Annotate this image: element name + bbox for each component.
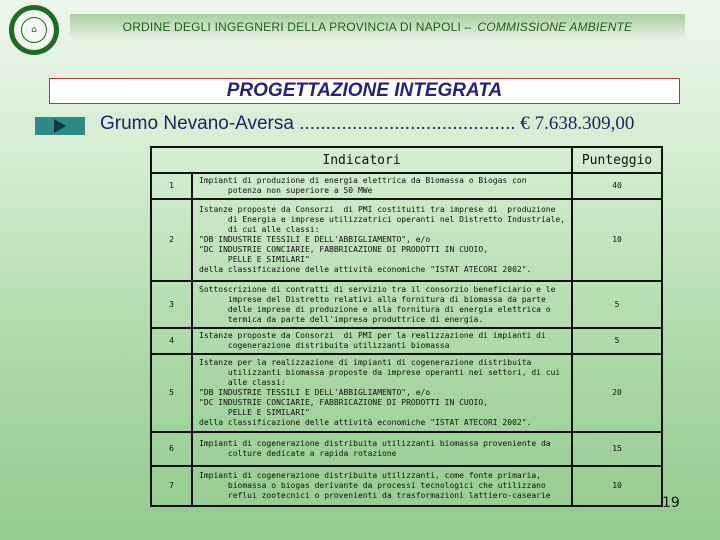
row-number: 2 (151, 199, 192, 281)
project-dots: ......................................... (299, 113, 516, 134)
commission-name: COMMISSIONE AMBIENTE (477, 20, 633, 34)
row-number: 7 (151, 466, 192, 506)
indicator-description (192, 354, 572, 432)
project-line (100, 113, 634, 135)
score-value: 5 (572, 328, 662, 354)
description-line: potenza non superiore a 50 MWe (199, 186, 373, 195)
description-line: Impianti di produzione di energia elettrica da Biomassa o Biogas con (199, 176, 527, 185)
score-value: 15 (572, 432, 662, 466)
description-line: "DC INDUSTRIE CONCIARIE, FABBRICAZIONE DI PRODOTTI IN CUOIO, (199, 398, 488, 407)
indicator-description (192, 328, 572, 354)
description-line: alle classi: (199, 378, 286, 387)
indicators-header: Indicatori (151, 147, 572, 173)
row-number: 1 (151, 173, 192, 199)
description-line: Impianti di cogenerazione distribuita utilizzanti, come fonte primaria, (199, 471, 541, 480)
indicator-description (192, 173, 572, 199)
description-line: termica da parte dell'impresa produttrice di energia. (199, 314, 484, 324)
description-line: "DB INDUSTRIE TESSILI E DELL'ABBIGLIAMENTO", e/o (199, 388, 431, 397)
indicator-description (192, 466, 572, 506)
score-value: 5 (572, 281, 662, 328)
table-row (151, 199, 662, 281)
description-line: Istanze proposte da Consorzi di PMI costituiti tra imprese di produzione (199, 205, 556, 214)
score-value: 20 (572, 354, 662, 432)
logo-emblem-icon: ⌂ (21, 17, 47, 43)
play-arrow-icon (54, 119, 66, 133)
description-line: Sottoscrizione di contratti di servizio tra il consorzio beneficiario e le (199, 284, 556, 294)
description-line: cogenerazione distribuita utilizzanti biomassa (199, 341, 450, 350)
description-line: biomassa o biogas derivante da processi tecnologici che utilizzano (199, 481, 546, 490)
description-line: reflui zootecnici o provenienti da trasformazioni lattiero-casearie (199, 491, 551, 500)
description-line: imprese del Distretto relativi alla fornitura di biomassa da parte (199, 294, 546, 304)
organization-name: ORDINE DEGLI INGEGNERI DELLA PROVINCIA DI NAPOLI – (122, 20, 472, 34)
score-header: Punteggio (572, 147, 662, 173)
row-number: 4 (151, 328, 192, 354)
description-line: colture dedicate a rapida rotazione (199, 449, 397, 458)
description-line: "DC INDUSTRIE CONCIARIE, FABBRICAZIONE DI PRODOTTI IN CUOIO, (199, 245, 488, 254)
indicator-description (192, 281, 572, 328)
description-line: di cui alle classi: (199, 225, 320, 234)
row-number: 3 (151, 281, 192, 328)
description-line: Impianti di cogenerazione distribuita utilizzanti biomassa proveniente da (199, 439, 551, 448)
score-value: 10 (572, 199, 662, 281)
indicator-description (192, 199, 572, 281)
description-line: della classificazione delle attività economiche "ISTAT ATECORI 2002". (199, 265, 532, 274)
description-line: PELLE E SIMILARI" (199, 408, 310, 417)
table-row (151, 173, 662, 199)
project-name: Grumo Nevano-Aversa (100, 113, 300, 134)
table-row (151, 432, 662, 466)
score-value: 40 (572, 173, 662, 199)
table-row (151, 466, 662, 506)
row-number: 6 (151, 432, 192, 466)
description-line: Istanze per la realizzazione di impianti di cogenerazione distribuita (199, 358, 532, 367)
description-line: Istanze proposte da Consorzi di PMI per la realizzazione di impianti di (199, 331, 546, 340)
project-amount: € 7.638.309,00 (515, 113, 635, 134)
logo (9, 5, 59, 55)
description-line: utilizzanti biomassa proposte da imprese operanti nei settori, di cui (199, 368, 561, 377)
page-title: PROGETTAZIONE INTEGRATA (49, 78, 680, 104)
table-row (151, 354, 662, 432)
play-arrow-button[interactable] (35, 117, 85, 135)
table-row (151, 281, 662, 328)
header-banner (70, 14, 685, 40)
description-line: PELLE E SIMILARI" (199, 255, 310, 264)
description-line: della classificazione delle attività economiche "ISTAT ATECORI 2002". (199, 418, 532, 427)
description-line: delle imprese di produzione e alla fornitura di energia elettrica o (199, 304, 551, 314)
indicator-description (192, 432, 572, 466)
description-line: di Energia e imprese utilizzatrici operanti nel Distretto Industriale, (199, 215, 566, 224)
score-value: 10 (572, 466, 662, 506)
table-row (151, 328, 662, 354)
row-number: 5 (151, 354, 192, 432)
indicators-table (150, 146, 663, 507)
description-line: "DB INDUSTRIE TESSILI E DELL'ABBIGLIAMENTO", e/o (199, 235, 431, 244)
page-number: 19 (662, 495, 680, 511)
